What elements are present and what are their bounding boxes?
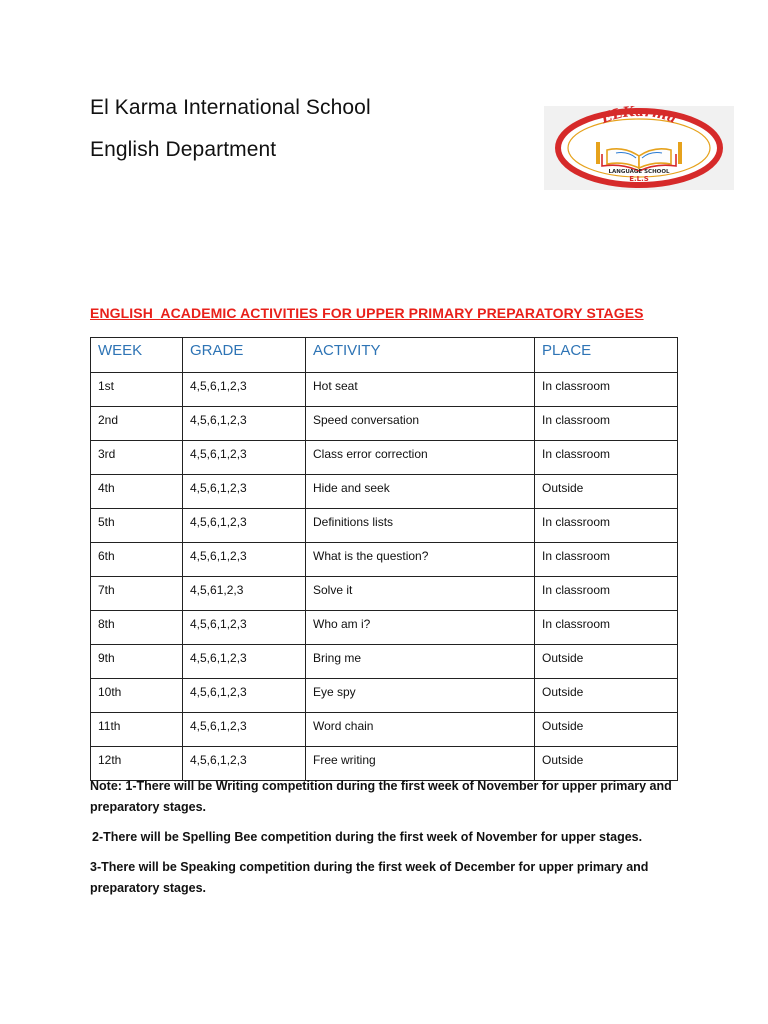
table-row xyxy=(91,407,678,441)
table-header-row xyxy=(91,338,678,373)
cell-activity: Who am i? xyxy=(306,611,535,645)
cell-place: In classroom xyxy=(535,611,678,645)
cell-activity: Bring me xyxy=(306,645,535,679)
cell-week: 12th xyxy=(91,747,183,781)
note-speaking-competition: 3-There will be Speaking competition during the first week of December for upper primary and preparatory stages. xyxy=(90,860,649,895)
cell-week: 4th xyxy=(91,475,183,509)
cell-week: 2nd xyxy=(91,407,183,441)
cell-grade: 4,5,6,1,2,3 xyxy=(183,611,306,645)
cell-week: 3rd xyxy=(91,441,183,475)
cell-week: 1st xyxy=(91,373,183,407)
cell-activity: Hide and seek xyxy=(306,475,535,509)
logo-subtitle: LANGUAGE SCHOOL xyxy=(608,169,670,175)
cell-place: In classroom xyxy=(535,407,678,441)
table-row xyxy=(91,509,678,543)
header-week: WEEK xyxy=(91,338,183,373)
cell-place: Outside xyxy=(535,713,678,747)
logo-arc-text: ELKarma xyxy=(599,106,680,128)
activities-table xyxy=(90,337,678,781)
cell-activity: Eye spy xyxy=(306,679,535,713)
cell-grade: 4,5,6,1,2,3 xyxy=(183,679,306,713)
cell-place: Outside xyxy=(535,679,678,713)
table-row xyxy=(91,577,678,611)
table-row xyxy=(91,373,678,407)
table-row xyxy=(91,611,678,645)
cell-week: 6th xyxy=(91,543,183,577)
cell-activity: Free writing xyxy=(306,747,535,781)
cell-week: 11th xyxy=(91,713,183,747)
table-row xyxy=(91,713,678,747)
cell-grade: 4,5,61,2,3 xyxy=(183,577,306,611)
cell-place: In classroom xyxy=(535,509,678,543)
cell-week: 7th xyxy=(91,577,183,611)
cell-place: In classroom xyxy=(535,577,678,611)
cell-grade: 4,5,6,1,2,3 xyxy=(183,475,306,509)
cell-grade: 4,5,6,1,2,3 xyxy=(183,509,306,543)
cell-activity: Word chain xyxy=(306,713,535,747)
cell-activity: Hot seat xyxy=(306,373,535,407)
school-name: El Karma International School xyxy=(90,96,371,119)
header-activity: ACTIVITY xyxy=(306,338,535,373)
cell-place: In classroom xyxy=(535,543,678,577)
cell-grade: 4,5,6,1,2,3 xyxy=(183,407,306,441)
department-name: English Department xyxy=(90,138,277,161)
cell-place: Outside xyxy=(535,645,678,679)
cell-week: 5th xyxy=(91,509,183,543)
header-grade: GRADE xyxy=(183,338,306,373)
note-writing-competition: Note: 1-There will be Writing competition during the first week of November for upper primary and preparatory stages. xyxy=(90,779,672,814)
els-logo-emblem xyxy=(544,106,734,190)
cell-grade: 4,5,6,1,2,3 xyxy=(183,747,306,781)
note-spelling-bee: 2-There will be Spelling Bee competition during the first week of November for upper stages. xyxy=(92,830,643,844)
table-row xyxy=(91,645,678,679)
cell-activity: Solve it xyxy=(306,577,535,611)
school-logo xyxy=(544,106,734,190)
logo-initials: E.L.S xyxy=(629,175,649,183)
cell-grade: 4,5,6,1,2,3 xyxy=(183,713,306,747)
table-row xyxy=(91,543,678,577)
cell-grade: 4,5,6,1,2,3 xyxy=(183,543,306,577)
header-place: PLACE xyxy=(535,338,678,373)
cell-week: 9th xyxy=(91,645,183,679)
document-title: ENGLISH ACADEMIC ACTIVITIES FOR UPPER PRIMARY PREPARATORY STAGES xyxy=(90,305,644,321)
cell-place: In classroom xyxy=(535,441,678,475)
cell-grade: 4,5,6,1,2,3 xyxy=(183,645,306,679)
cell-week: 10th xyxy=(91,679,183,713)
cell-grade: 4,5,6,1,2,3 xyxy=(183,373,306,407)
cell-place: In classroom xyxy=(535,373,678,407)
cell-place: Outside xyxy=(535,747,678,781)
cell-activity: Class error correction xyxy=(306,441,535,475)
table-row xyxy=(91,441,678,475)
cell-activity: What is the question? xyxy=(306,543,535,577)
cell-week: 8th xyxy=(91,611,183,645)
cell-grade: 4,5,6,1,2,3 xyxy=(183,441,306,475)
cell-activity: Definitions lists xyxy=(306,509,535,543)
table-row xyxy=(91,679,678,713)
table-row xyxy=(91,475,678,509)
cell-place: Outside xyxy=(535,475,678,509)
cell-activity: Speed conversation xyxy=(306,407,535,441)
